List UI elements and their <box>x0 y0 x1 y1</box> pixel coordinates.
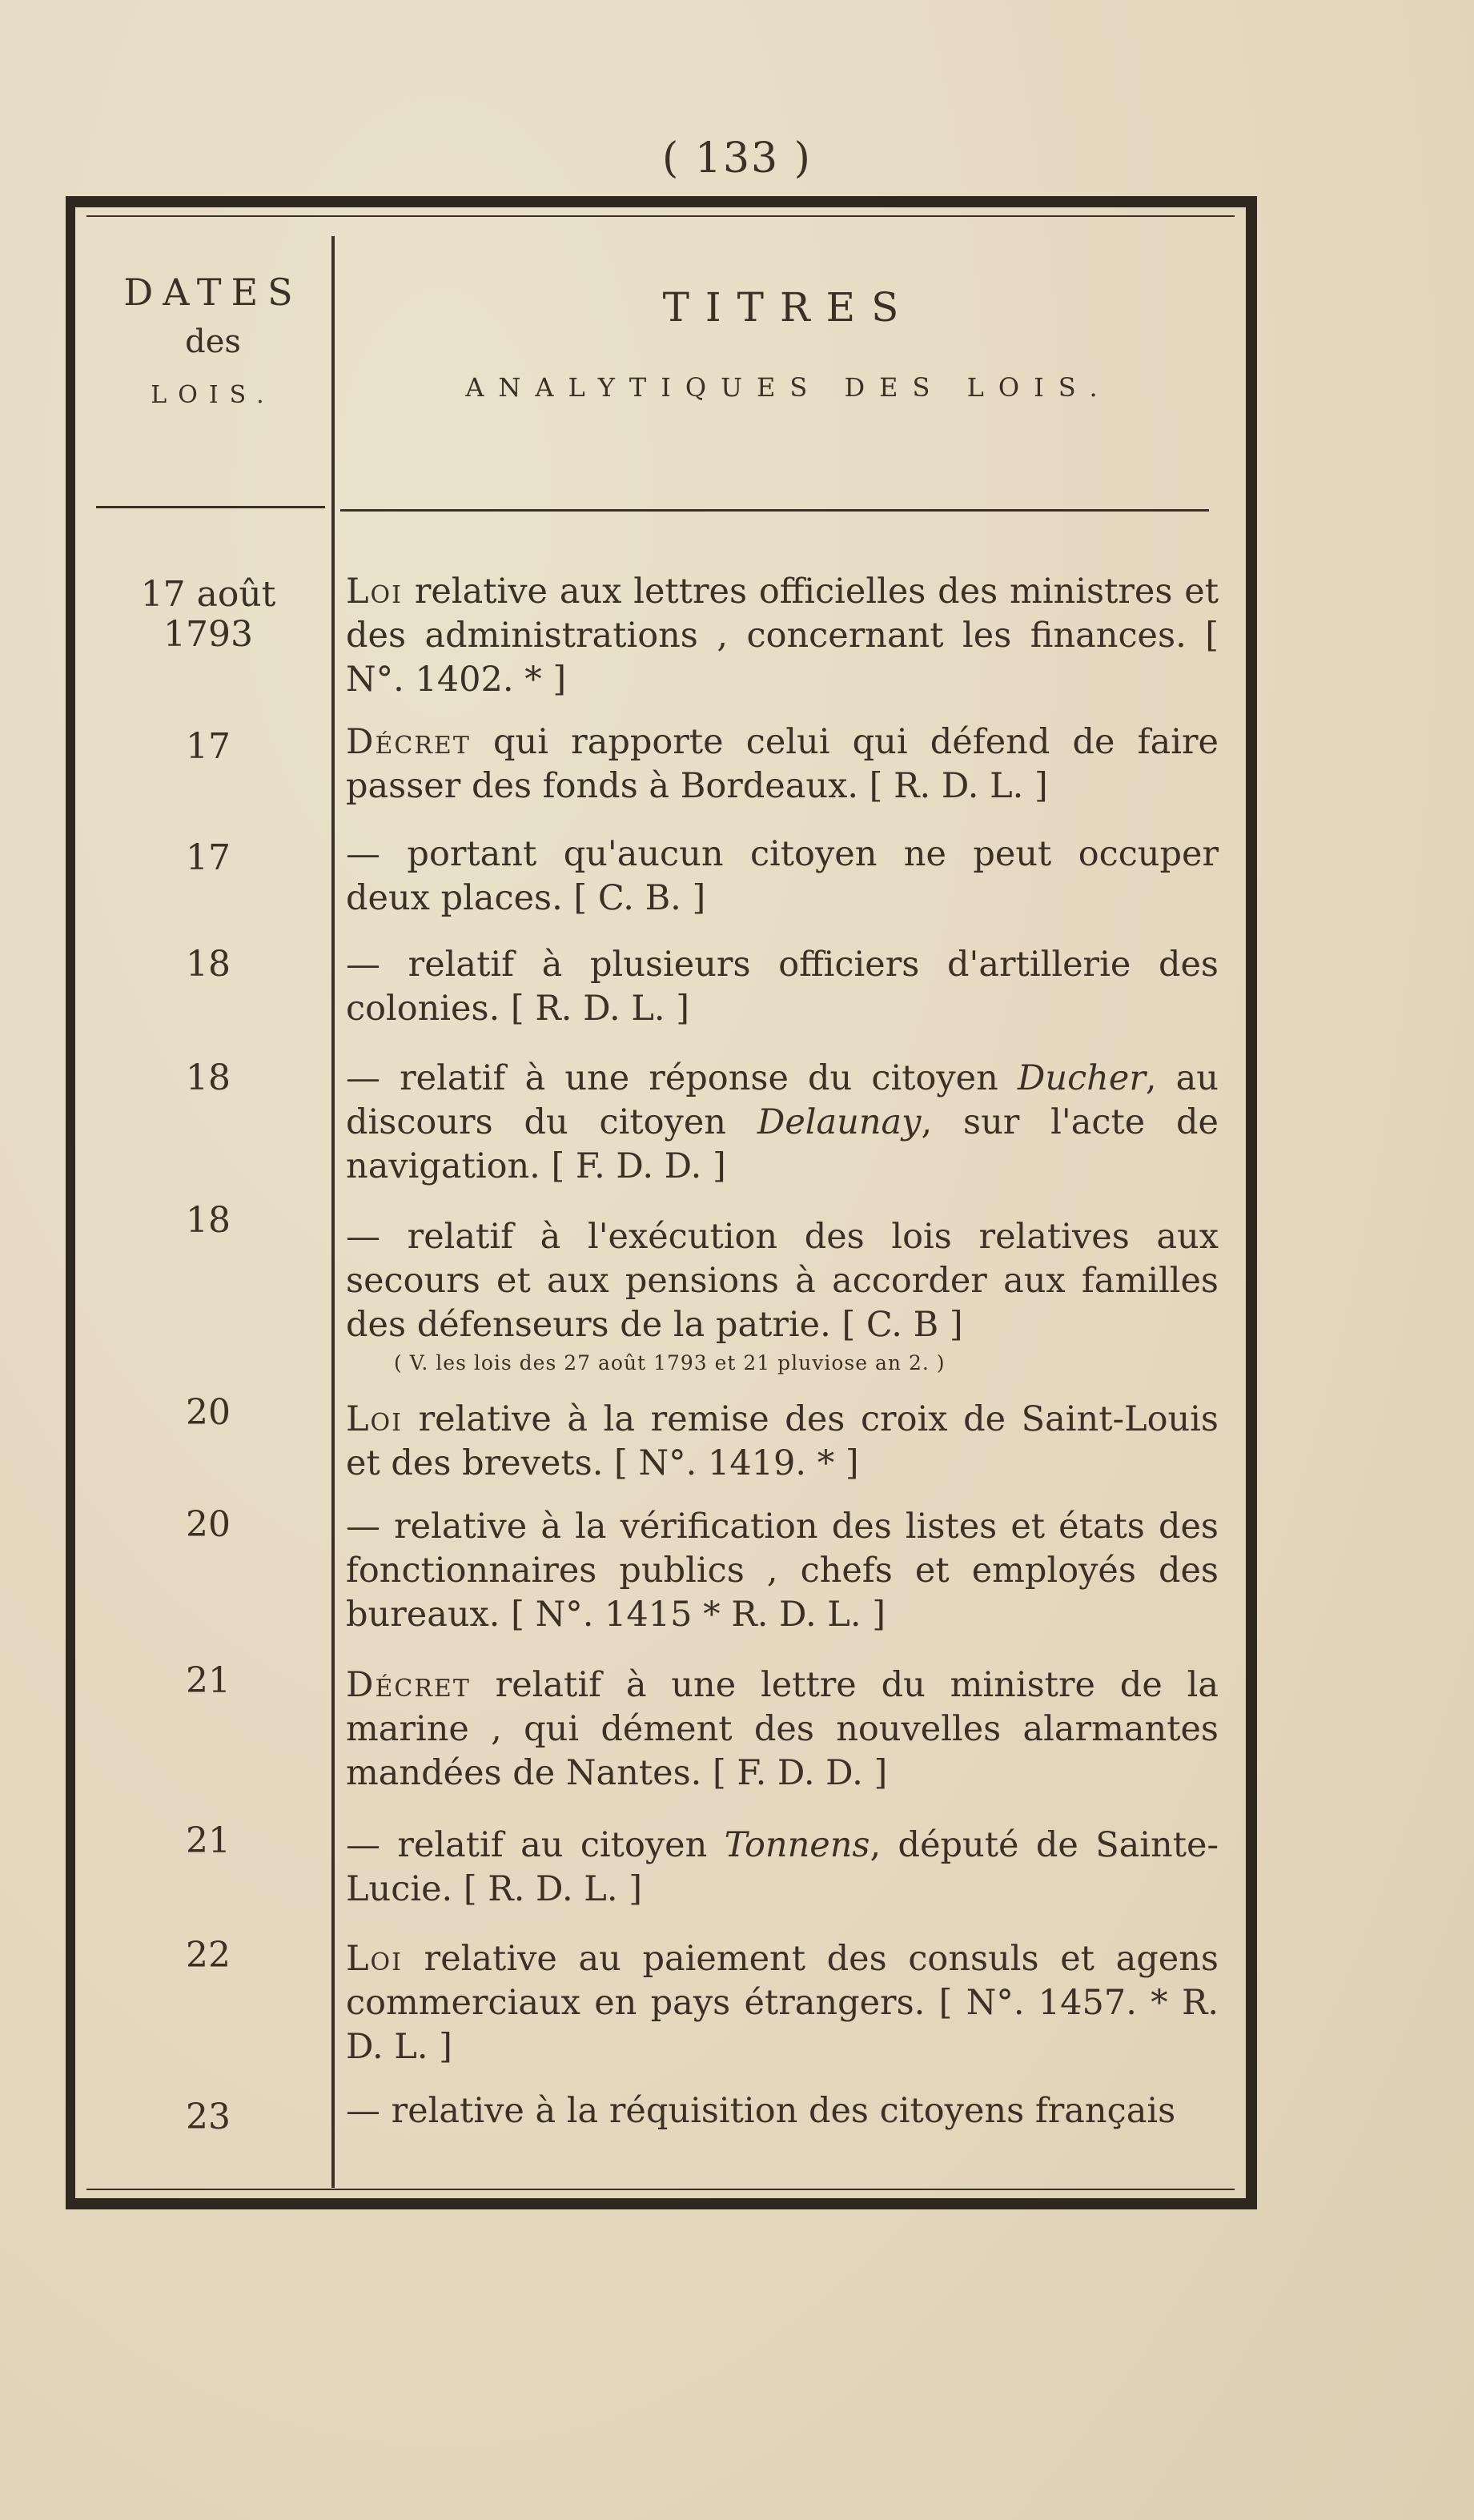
row-date: 17 <box>186 726 231 767</box>
entry-person-name: Tonnens <box>724 1825 870 1865</box>
header-rule-left <box>96 506 325 508</box>
entry-text: relatif à une lettre du ministre de la marine , qui dément des nouvelles alarmantes mandées de Nantes. [ F. D. D. ] <box>346 1665 1219 1793</box>
entry-lead: Loi <box>346 1399 403 1439</box>
row-date-day: 17 août <box>140 574 276 615</box>
table-row <box>346 2089 1219 2133</box>
row-date: 18 <box>186 1057 231 1098</box>
entry-text: qui rapporte celui qui défend de faire passer des fonds à Bordeaux. [ R. D. L. ] <box>346 722 1219 806</box>
entry-lead: Décret <box>346 1665 471 1705</box>
row-date: 18 <box>186 944 231 985</box>
entry-lead: Loi <box>346 572 403 612</box>
dates-column-header <box>101 271 325 409</box>
dates-header-line3: LOIS. <box>151 381 275 409</box>
entry-text: relative à la remise des croix de Saint-Louis et des brevets. [ N°. 1419. * ] <box>346 1399 1219 1483</box>
row-date: 20 <box>186 1392 231 1433</box>
entry-text: — portant qu'aucun citoyen ne peut occuper deux places. [ C. B. ] <box>346 834 1219 918</box>
row-date-year: 1793 <box>163 614 253 655</box>
column-divider <box>331 236 335 2188</box>
table-row <box>346 1663 1219 1796</box>
row-date: 22 <box>186 1935 231 1976</box>
entry-text: , au discours du citoyen <box>346 1058 1219 1142</box>
dates-header-line1: DATES <box>123 271 303 314</box>
entry-lead: Loi <box>346 1939 403 1979</box>
entry-text: relative aux lettres officielles des ministres et des administrations , concernant les finances. [ N°. 1402. * ] <box>346 572 1219 700</box>
row-date: 20 <box>186 1504 231 1545</box>
header-rule-right <box>340 509 1209 512</box>
dates-header-line2: des <box>185 323 241 360</box>
table-row <box>346 570 1219 702</box>
entry-person-name: Ducher <box>1017 1058 1146 1098</box>
table-row <box>346 1505 1219 1637</box>
entry-text: — relative à la réquisition des citoyens français <box>346 2091 1176 2131</box>
row-date: 17 <box>186 837 231 878</box>
titles-header-line1: TITRES <box>662 284 915 331</box>
entry-note: ( V. les lois des 27 août 1793 et 21 pluviose an 2. ) <box>394 1351 946 1374</box>
table-row <box>346 720 1219 809</box>
table-row <box>346 1215 1219 1347</box>
entry-lead: Décret <box>346 722 471 762</box>
entry-text: — relatif à une réponse du citoyen <box>346 1058 1018 1098</box>
table-row <box>346 1824 1219 1912</box>
entry-text: , député de Sainte-Lucie. [ R. D. L. ] <box>346 1825 1219 1909</box>
entry-text: — relative à la vérification des listes et états des fonctionnaires publics , chefs et employés des bureaux. [ N°. 1415 * R. D. L. ] <box>346 1507 1219 1635</box>
page-number: ( 133 ) <box>662 134 812 183</box>
table-row <box>346 833 1219 921</box>
row-date: 21 <box>186 1660 231 1701</box>
row-date: 18 <box>186 1200 231 1241</box>
row-date: 23 <box>186 2097 231 2137</box>
table-row <box>346 943 1219 1031</box>
entry-text: , sur l'acte de navigation. [ F. D. D. ] <box>346 1102 1219 1186</box>
table-row <box>346 1398 1219 1486</box>
entry-text: — relatif à plusieurs officiers d'artillerie des colonies. [ R. D. L. ] <box>346 945 1219 1029</box>
row-date <box>88 575 328 655</box>
row-date: 21 <box>186 1820 231 1861</box>
entry-text: relative au paiement des consuls et agens commerciaux en pays étrangers. [ N°. 1457. * R. D. L. ] <box>346 1939 1219 2067</box>
entry-person-name: Delaunay <box>757 1102 922 1142</box>
table-row <box>346 1057 1219 1189</box>
titles-column-header <box>344 284 1233 403</box>
titles-header-line2: ANALYTIQUES DES LOIS. <box>465 372 1112 403</box>
entry-text: — relatif au citoyen <box>346 1825 725 1865</box>
table-row <box>346 1937 1219 2069</box>
entry-text: — relatif à l'exécution des lois relatives aux secours et aux pensions à accorder aux familles des défenseurs de la patrie. [ C. B ] <box>346 1217 1219 1345</box>
